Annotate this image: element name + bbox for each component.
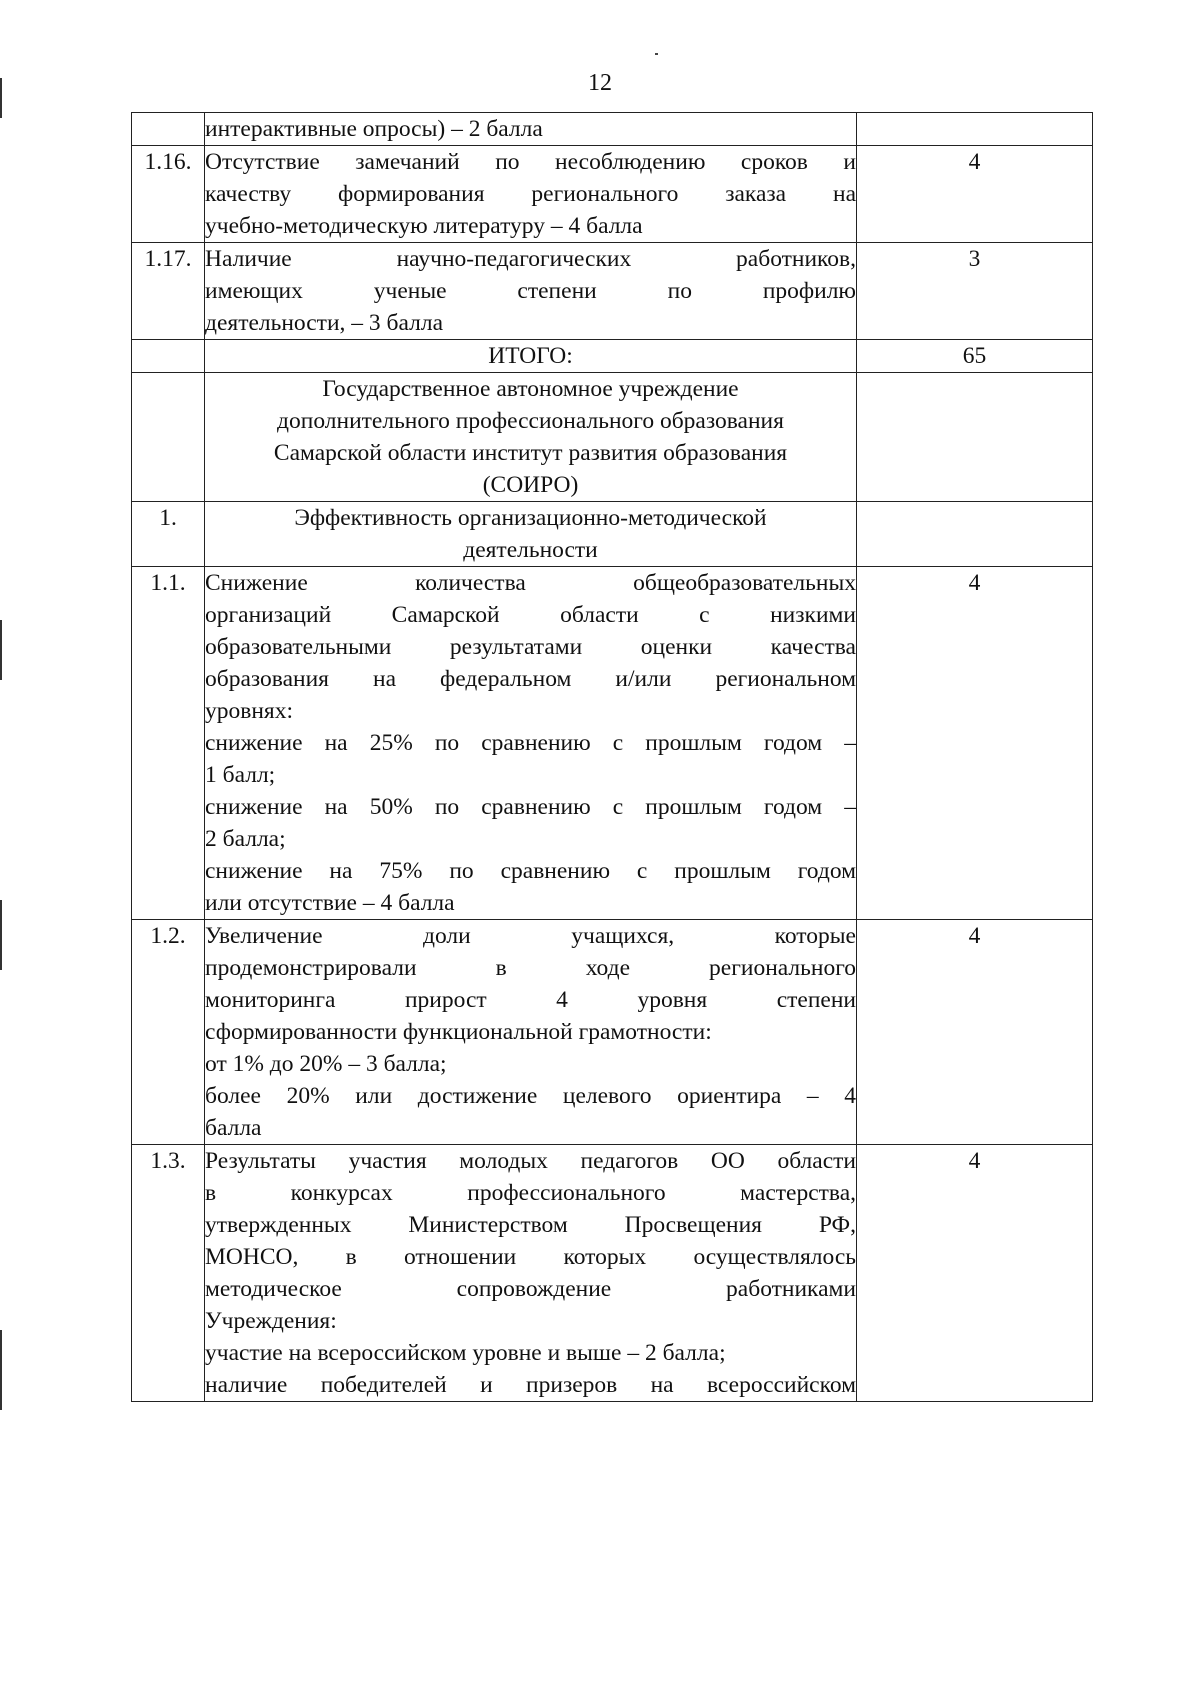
row-score (857, 113, 1093, 146)
row-description: интерактивные опросы) – 2 балла (205, 113, 857, 146)
table-row (132, 1145, 1093, 1402)
row-score (857, 373, 1093, 502)
row-score (857, 502, 1093, 567)
row-description: Наличие научно-педагогических работников, имеющих ученые степени по профилю деятельности, – 3 балла (205, 243, 857, 340)
table-row (132, 113, 1093, 146)
criteria-table (131, 112, 1093, 1402)
page-number: 12 (588, 70, 612, 96)
total-label: ИТОГО: (205, 340, 857, 373)
scan-edge-mark (0, 1330, 2, 1410)
table-row-section (132, 502, 1093, 567)
row-number: 1.17. (132, 243, 205, 340)
table-row (132, 146, 1093, 243)
row-description: Увеличение доли учащихся, которые продемонстрировали в ходе регионального мониторинга прирост 4 уровня степени сформированности функциональной грамотности: от 1% до 20% – 3 балла; более 20% или достижение целевого ориентира – 4 балла (205, 920, 857, 1145)
row-description: Снижение количества общеобразовательных организаций Самарской области с низкими образовательными результатами оценки качества образования на федеральном и/или региональном уровнях: снижение на 25% по сравнению с прошлым годом – 1 балл; снижение на 50% по сравнению с прошлым годом – 2 балла; снижение на 75% по сравнению с прошлым годом или отсутствие – 4 балла (205, 567, 857, 920)
row-number (132, 373, 205, 502)
table-row (132, 243, 1093, 340)
row-score: 4 (857, 567, 1093, 920)
row-score: 4 (857, 146, 1093, 243)
row-number: 1.2. (132, 920, 205, 1145)
row-number: 1. (132, 502, 205, 567)
institution-name: Государственное автономное учреждение дополнительного профессионального образования Самарской области институт развития образования (СОИРО) (205, 373, 857, 502)
row-number: 1.3. (132, 1145, 205, 1402)
row-score: 4 (857, 1145, 1093, 1402)
row-score: 4 (857, 920, 1093, 1145)
scan-edge-mark (0, 900, 2, 970)
row-description: Результаты участия молодых педагогов ОО области в конкурсах профессионального мастерства, утвержденных Министерством Просвещения РФ, МОНСО, в отношении которых осуществлялось методическое сопровождение работниками Учреждения: участие на всероссийском уровне и выше – 2 балла; наличие победителей и призеров на всероссийском (205, 1145, 857, 1402)
row-score: 3 (857, 243, 1093, 340)
row-description: Отсутствие замечаний по несоблюдению сроков и качеству формирования регионального заказа на учебно-методическую литературу – 4 балла (205, 146, 857, 243)
table-row (132, 920, 1093, 1145)
row-number (132, 340, 205, 373)
section-heading: Эффективность организационно-методической деятельности (205, 502, 857, 567)
table-row-total (132, 340, 1093, 373)
table-row (132, 567, 1093, 920)
row-number (132, 113, 205, 146)
scan-edge-mark (0, 620, 2, 680)
row-number: 1.16. (132, 146, 205, 243)
row-number: 1.1. (132, 567, 205, 920)
table-row-institution (132, 373, 1093, 502)
scan-dot (655, 53, 658, 55)
total-score: 65 (857, 340, 1093, 373)
